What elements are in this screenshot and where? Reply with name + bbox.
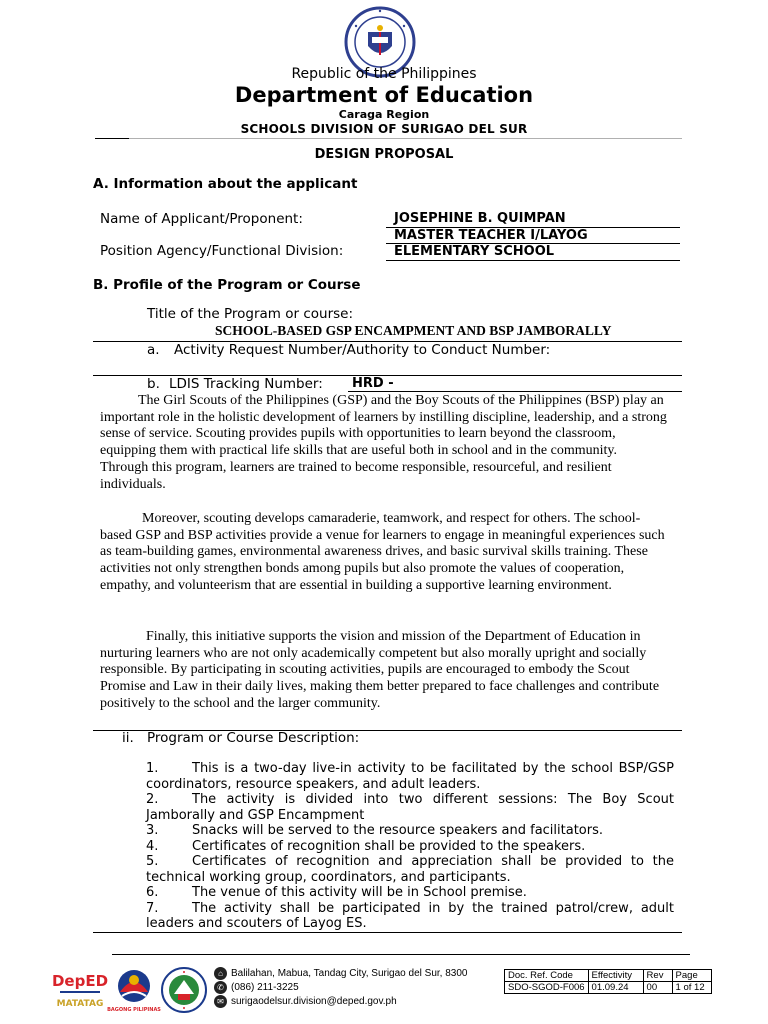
position-underline-2 [386, 260, 680, 261]
footer-rule [112, 954, 690, 955]
doc-ref-code-value: SDO-SGOD-F006 [505, 982, 589, 994]
list-item: 4. Certificates of recognition shall be provided to the speakers. [146, 838, 586, 854]
ldis-underline [348, 391, 682, 392]
applicant-name-label: Name of Applicant/Proponent: [100, 211, 303, 227]
deped-matatag-logo-icon [51, 966, 109, 1012]
page-value: 1 of 12 [672, 982, 711, 994]
bagong-pilipinas-logo-icon [107, 966, 161, 1014]
item-a-marker: a. [147, 342, 160, 358]
svg-text:MATATAG: MATATAG [56, 999, 104, 1009]
section-b-heading: B. Profile of the Program or Course [93, 277, 361, 293]
description-heading: Program or Course Description: [147, 730, 360, 746]
list-item: 1. This is a two-day live-in activity to be facilitated by the school BSP/GSP coordinators, resource speakers, and adult leaders. [146, 761, 674, 792]
rev-header: Rev [643, 970, 672, 982]
paragraph-2: Moreover, scouting develops camaraderie, teamwork, and respect for others. The school-based GSP and BSP activities provide a venue for learners to engage in meaningful experiences such as team-building games, environmental awareness drives, and basic survival skills training. These activities not only strengthen bonds among pupils but also promote the values of cooperation, empathy, and volunteerism that are essential in building a supportive learning environment. [100, 511, 665, 593]
phone-icon: ✆ [214, 981, 227, 994]
republic-heading: Republic of the Philippines [291, 66, 477, 82]
position-value-line1: MASTER TEACHER I/LAYOG [394, 228, 588, 243]
description-marker: ii. [122, 730, 134, 746]
header-rule [129, 138, 682, 139]
region-heading: Caraga Region [338, 108, 430, 121]
program-title-value: SCHOOL-BASED GSP ENCAMPMENT AND BSP JAMBORALLY [215, 323, 612, 338]
program-title-label: Title of the Program or course: [147, 306, 354, 322]
header-rule-left [95, 138, 129, 139]
list-item: 6. The venue of this activity will be in School premise. [146, 885, 527, 900]
division-heading: SCHOOLS DIVISION OF SURIGAO DEL SUR [240, 122, 528, 136]
position-value-line2: ELEMENTARY SCHOOL [394, 244, 555, 259]
description-list [146, 761, 674, 932]
department-heading: Department of Education [234, 83, 534, 107]
svg-text:BAGONG PILIPINAS: BAGONG PILIPINAS [107, 1007, 161, 1013]
list-item: 5. Certificates of recognition and appreciation shall be provided to the technical working group, coordinators, and participants. [146, 854, 674, 885]
paragraph-1: The Girl Scouts of the Philippines (GSP) and the Boy Scouts of the Philippines (BSP) play an important role in the holistic development of learners by instilling discipline, leadership, and a strong sense of service. Scouting provides pupils with opportunities to learn beyond the classroom, equipping them with practical life skills that are useful both in school and in the community. Through this program, learners are trained to become responsible, resourceful, and resilient individuals. [100, 393, 667, 492]
footer-email: ✉ surigaodelsur.division@deped.gov.ph [214, 995, 397, 1009]
effectivity-value: 01.09.24 [588, 982, 643, 994]
email-icon: ✉ [214, 995, 227, 1008]
footer-address: ⌂ Balilahan, Mabua, Tandag City, Surigao del Sur, 8300 [214, 967, 467, 981]
section-a-heading: A. Information about the applicant [93, 176, 358, 192]
activity-request-label: Activity Request Number/Authority to Conduct Number: [174, 342, 551, 358]
ldis-tracking-value: HRD - [352, 376, 394, 391]
effectivity-header: Effectivity [588, 970, 643, 982]
list-item: 2. The activity is divided into two different sessions: The Boy Scout Jamborally and GSP Encampment [146, 792, 674, 823]
ldis-tracking-label: LDIS Tracking Number: [169, 376, 323, 392]
document-title: DESIGN PROPOSAL [314, 147, 454, 162]
list-item: 7. The activity shall be participated in by the trained patrol/crew, adult leaders and scouters of Layog ES. [146, 900, 674, 931]
doc-ref-code-header: Doc. Ref. Code [505, 970, 589, 982]
item-b-marker: b. [147, 376, 160, 392]
position-label: Position Agency/Functional Division: [100, 243, 344, 259]
paragraph-3: Finally, this initiative supports the vision and mission of the Department of Education in nurturing learners who are not only academically competent but also morally upright and socially responsible. By participating in scouting activities, pupils are encouraged to embody the Scout Promise and Law in their daily lives, making them better prepared to face challenges and contribute positively to the school and the larger community. [100, 629, 660, 711]
page-header: Page [672, 970, 711, 982]
list-item: 3. Snacks will be served to the resource speakers and facilitators. [146, 823, 604, 838]
division-seal-icon [160, 966, 208, 1014]
location-icon: ⌂ [214, 967, 227, 980]
document-control-table [504, 969, 712, 994]
footer-phone: ✆ (086) 211-3225 [214, 981, 299, 995]
description-rule-bottom [93, 932, 682, 933]
svg-text:DepED: DepED [51, 972, 109, 990]
applicant-name-value: JOSEPHINE B. QUIMPAN [394, 211, 566, 226]
rev-value: 00 [643, 982, 672, 994]
